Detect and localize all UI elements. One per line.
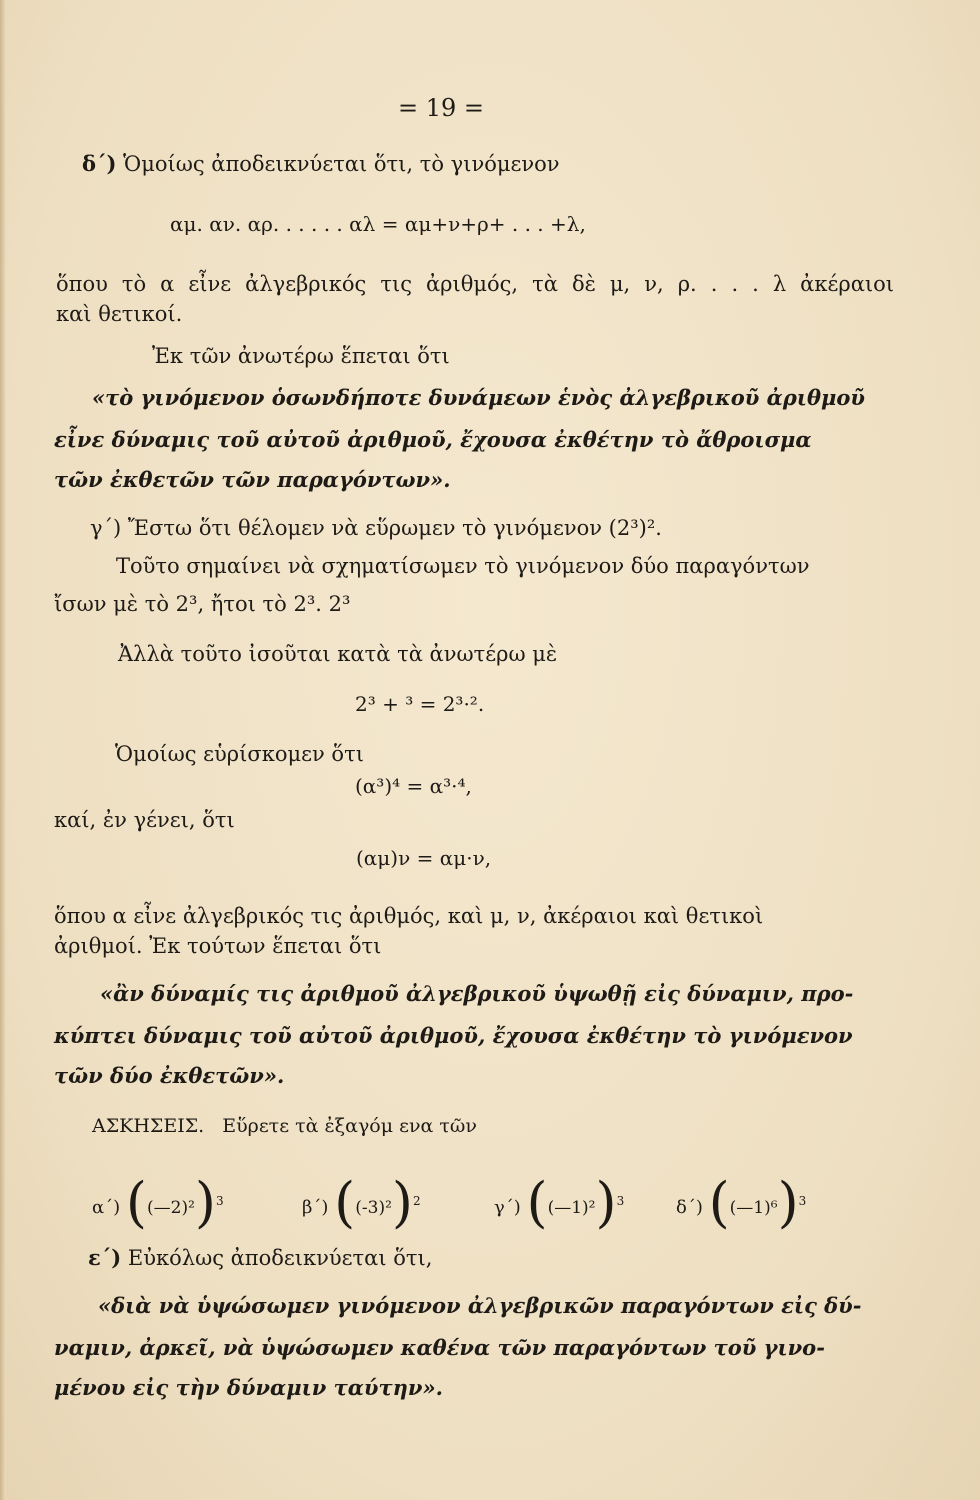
exercise-label: β΄) <box>302 1197 329 1218</box>
exercise-inner: (-3)² <box>355 1198 392 1218</box>
exercise-outer-exponent: 3 <box>798 1194 807 1208</box>
formula-lhs: αμ. αν. αρ. . . . . . αλ <box>170 212 376 236</box>
equation: (α³)⁴ = α³·⁴, <box>355 774 472 798</box>
page-number: = 19 = <box>398 94 485 122</box>
exercise-inner: (—1)⁶ <box>729 1198 778 1218</box>
formula-product <box>170 210 586 238</box>
rule-line: «ἂν δύναμίς τις ἀριθμοῦ ἀλγεβρικοῦ ὑψωθῇ εἰς δύναμιν, προ- <box>100 981 854 1006</box>
paragraph-line: ἴσων μὲ τὸ 2³, ἤτοι τὸ 2³. 2³ <box>54 592 351 616</box>
rule-line: κύπτει δύναμις τοῦ αὐτοῦ ἀριθμοῦ, ἔχουσα ἐκθέτην τὸ γινόμενον <box>54 1023 853 1048</box>
exercises-heading: ΑΣΚΗΣΕΙΣ. <box>92 1115 205 1137</box>
exercise-label: δ΄) <box>676 1197 703 1218</box>
paragraph-line: καὶ θετικοί. <box>56 302 183 326</box>
rule-line: «τὸ γινόμενον ὁσωνδήποτε δυνάμεων ἑνὸς ἀλγεβρικοῦ ἀριθμοῦ <box>92 385 865 410</box>
section-intro-text: Ὁμοίως ἀποδεικνύεται ὅτι, τὸ γινόμενον <box>123 152 560 176</box>
section-marker: ε΄) <box>88 1245 122 1270</box>
paragraph-line: ἀριθμοί. Ἐκ τούτων ἕπεται ὅτι <box>54 934 382 958</box>
paragraph-line: γ΄) Ἔστω ὅτι θέλομεν νὰ εὕρωμεν τὸ γινόμενον (2³)². <box>90 516 662 540</box>
rule-line: τῶν δύο ἐκθετῶν». <box>54 1063 285 1088</box>
exercise-item: α΄) ((—2)²)$^3$ <box>92 1171 224 1234</box>
section-delta-intro <box>82 150 560 178</box>
exercise-inner: (—1)² <box>547 1198 596 1218</box>
formula-rhs: = αμ+ν+ρ+ . . . +λ, <box>381 212 586 236</box>
exercise-inner: (—2)² <box>147 1198 195 1218</box>
exercises-header <box>92 1112 477 1140</box>
paragraph-line: Ὁμοίως εὑρίσκομεν ὅτι <box>115 742 364 766</box>
exercise-outer-exponent: 3 <box>616 1194 625 1208</box>
section-marker: δ΄) <box>82 151 117 176</box>
equation: 2³ + ³ = 2³·². <box>355 692 485 716</box>
exercise-outer-exponent: 2 <box>412 1194 421 1208</box>
exercise-label: α΄) <box>92 1197 121 1218</box>
rule-line: τῶν ἐκθετῶν τῶν παραγόντων». <box>54 467 451 492</box>
section-intro-text: Εὐκόλως ἀποδεικνύεται ὅτι, <box>127 1246 433 1270</box>
page-edge-shadow <box>0 0 6 1500</box>
paragraph-line: Τοῦτο σημαίνει νὰ σχηματίσωμεν τὸ γινόμενον δύο παραγόντων <box>116 554 810 578</box>
rule-line: μένου εἰς τὴν δύναμιν ταύτην». <box>54 1375 443 1400</box>
rule-line: ναμιν, ἀρκεῖ, νὰ ὑψώσωμεν καθένα τῶν παραγόντων τοῦ γινο- <box>54 1335 825 1360</box>
exercise-outer-exponent: 3 <box>215 1194 224 1208</box>
rule-line: «διὰ νὰ ὑψώσωμεν γινόμενον ἀλγεβρικῶν παραγόντων εἰς δύ- <box>98 1293 862 1318</box>
section-epsilon-intro <box>88 1244 432 1272</box>
paragraph-line: ὅπου α εἶνε ἀλγεβρικός τις ἀριθμός, καὶ μ, ν, ἀκέραιοι καὶ θετικοὶ <box>54 904 764 928</box>
paragraph-line: ὅπου τὸ α εἶνε ἀλγεβρικός τις ἀριθμός, τὰ δὲ μ, ν, ρ. . . . λ ἀκέραιοι <box>56 272 894 296</box>
equation: (αμ)ν = αμ·ν, <box>356 846 492 870</box>
rule-line: εἶνε δύναμις τοῦ αὐτοῦ ἀριθμοῦ, ἔχουσα ἐκθέτην τὸ ἄθροισμα <box>54 427 812 452</box>
exercise-label: γ΄) <box>494 1197 521 1218</box>
exercise-item: γ΄) ((—1)²)$^3$ <box>494 1171 625 1234</box>
exercise-item: δ΄) ((—1)⁶)$^3$ <box>676 1171 807 1234</box>
paragraph-line: καί, ἐν γένει, ὅτι <box>54 808 235 832</box>
paragraph-line: Ἀλλὰ τοῦτο ἰσοῦται κατὰ τὰ ἀνωτέρω μὲ <box>118 642 558 666</box>
exercise-item: β΄) $((-3)^2)^2$ <box>302 1171 421 1234</box>
exercises-instruction: Εὕρετε τὰ ἐξαγόμ ενα τῶν <box>222 1115 477 1137</box>
paragraph-line: Ἐκ τῶν ἀνωτέρω ἕπεται ὅτι <box>152 344 450 368</box>
